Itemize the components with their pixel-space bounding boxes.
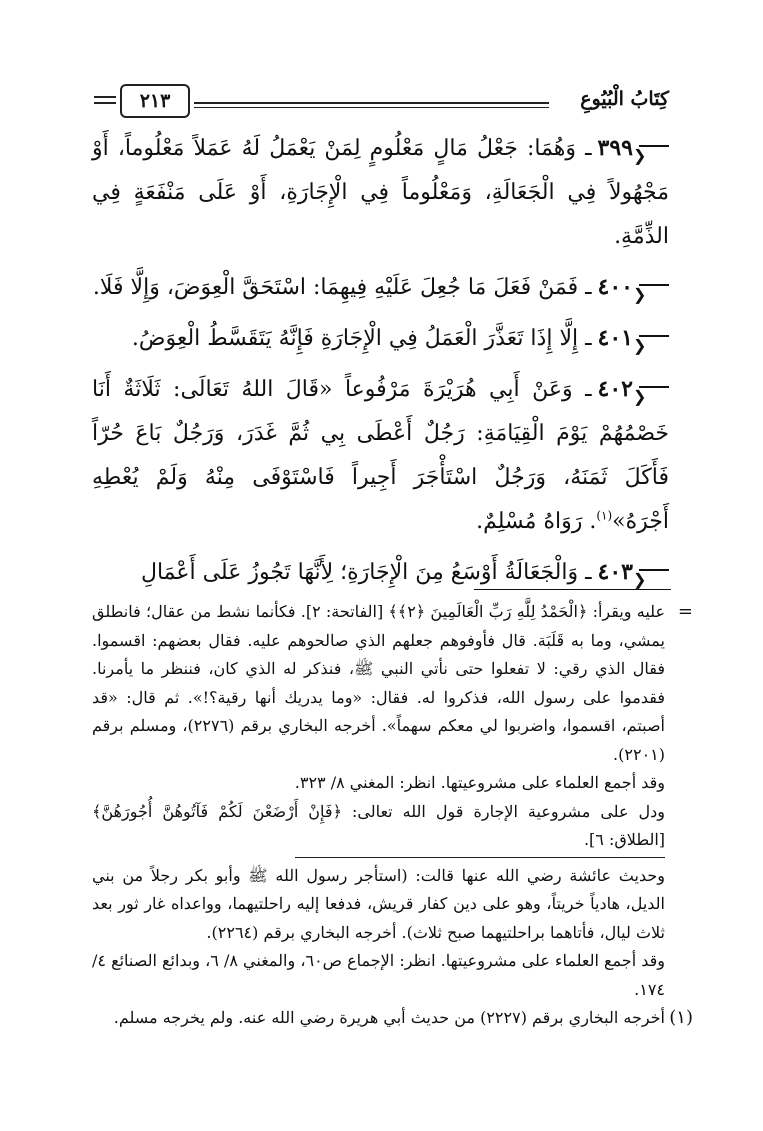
footnote-text: أخرجه البخاري برقم (٢٢٢٧) من حديث أبي هريرة رضي الله عنه. ولم يخرجه مسلم.: [113, 1008, 665, 1027]
entry-number: ٣٩٩: [597, 135, 633, 161]
entry-marker-icon: [639, 386, 669, 388]
entry-text: ـ إِلَّا إِذَا تَعَذَّرَ الْعَمَلُ فِي الْإِجَارَةِ فَإِنَّهُ يَتَقَسَّطُ الْعِوَضُ.: [131, 326, 592, 351]
entry-marker-icon: [639, 335, 669, 337]
entry-399: [92, 126, 669, 259]
footnote-paragraph: ودل على مشروعية الإجارة قول الله تعالى: ﴿فَإِنْ أَرْضَعْنَ لَكُمْ فَآتُوهُنَّ أُجُورَهُنَّ﴾ [الطلاق: ٦].: [92, 801, 665, 849]
footnote-separator: [295, 857, 665, 858]
entry-402: [92, 367, 669, 544]
footnote-paragraph: وقد أجمع العلماء على مشروعيتها. انظر: المغني ٨/ ٣٢٣.: [294, 773, 665, 792]
header-rule: [194, 102, 549, 104]
entry-marker-icon: [639, 284, 669, 286]
header-rule-thin: [194, 107, 549, 108]
continued-mark: =: [677, 601, 693, 622]
entry-401: [92, 316, 669, 361]
entry-number: ٤٠١: [597, 325, 633, 351]
footnotes: [92, 598, 693, 1033]
footnote-paragraph: وقد أجمع العلماء على مشروعيتها. انظر: الإجماع ص٦٠، والمغني ٨/ ٦، وبدائع الصنائع ٤/ ١٧٤.: [92, 951, 666, 999]
footnote-continued: [92, 598, 693, 855]
entry-number: ٤٠٠: [597, 274, 633, 300]
entry-text: ـ وَهُمَا: جَعْلُ مَالٍ مَعْلُومٍ لِمَنْ يَعْمَلُ لَهُ عَمَلاً مَعْلُوماً، أَوْ مَجْهُولاً فِي الْجَعَالَةِ، وَمَعْلُوماً فِي الْإِجَارَةِ، أَوْ عَلَى مَنْفَعَةٍ فِي الذِّمَّةِ.: [92, 136, 669, 249]
entry-marker-icon: [639, 145, 669, 147]
entry-text: ـ وَعَنْ أَبِي هُرَيْرَةَ مَرْفُوعاً «قَالَ اللهُ تَعَالَى: ثَلَاثَةٌ أَنَا خَصْمُهُمْ يَوْمَ الْقِيَامَةِ: رَجُلٌ أَعْطَى بِي ثُمَّ غَدَرَ، وَرَجُلٌ بَاعَ حُرّاً فَأَكَلَ ثَمَنَهُ، وَرَجُلٌ اسْتَأْجَرَ أَجِيراً فَاسْتَوْفَى مِنْهُ وَلَمْ يُعْطِهِ أَجْرَهُ»: [92, 377, 669, 534]
main-text: [92, 126, 669, 601]
header-dash: [94, 102, 116, 104]
page-number: ٢١٣: [139, 90, 171, 112]
footnote-1: [92, 1004, 693, 1033]
footnote-number: (١): [669, 1007, 693, 1028]
header-dash: [94, 96, 116, 98]
entry-tail: . رَوَاهُ مُسْلِمٌ.: [476, 509, 597, 534]
footnote-paragraph: عليه ويقرأ: ﴿الْحَمْدُ لِلَّهِ رَبِّ الْعَالَمِينَ ﴿٢﴾﴾ [الفاتحة: ٢]. فكأنما نشط من عقال؛ فانطلق يمشي، وما به قَلَبَة. قال فأوفوهم جعلهم الذي صالحوهم عليه. فقال بعضهم: اقسموا. فقال الذي رقي: لا تفعلوا حتى نأتي النبي ﷺ، فنذكر له الذي كان، فننظر ما يأمرنا. فقدموا على رسول الله، فذكروا له. فقال: «وما يدريك أنها رقية؟!». ثم قال: «قد أصبتم، اقسموا، واضربوا لي معكم سهماً». أخرجه البخاري برقم (٢٢٧٦)، ومسلم برقم (٢٢٠١).: [92, 602, 666, 764]
entry-text: ـ وَالْجَعَالَةُ أَوْسَعُ مِنَ الْإِجَارَةِ؛ لِأَنَّهَا تَجُوزُ عَلَى أَعْمَالِ: [140, 560, 592, 585]
footnote-paragraph: وحديث عائشة رضي الله عنها قالت: (استأجر رسول الله ﷺ وأبو بكر رجلاً من بني الديل، هادياً خريتاً، وهو على دين كفار قريش، فدفعا إليه راحلتيهما، وواعداه غار ثور بعد ثلاث ليال، فأتاهما براحلتيهما صبح ثلاث). أخرجه البخاري برقم (٢٢٦٤).: [92, 865, 665, 942]
footnote-ref[interactable]: (١): [596, 508, 613, 523]
entry-number: ٤٠٣: [597, 559, 633, 585]
entry-marker-icon: [639, 569, 669, 571]
entry-number: ٤٠٢: [597, 376, 633, 402]
entry-text: ـ فَمَنْ فَعَلَ مَا جُعِلَ عَلَيْهِ فِيهِمَا: اسْتَحَقَّ الْعِوَضَ، وَإِلَّا فَلَا.: [92, 275, 592, 300]
book-title: كِتَابُ الْبُيُوعِ: [580, 88, 669, 110]
page-header: [94, 82, 671, 118]
footnote-continued-2: [92, 862, 693, 1005]
entry-400: [92, 265, 669, 310]
footnote-rule: [474, 589, 671, 590]
